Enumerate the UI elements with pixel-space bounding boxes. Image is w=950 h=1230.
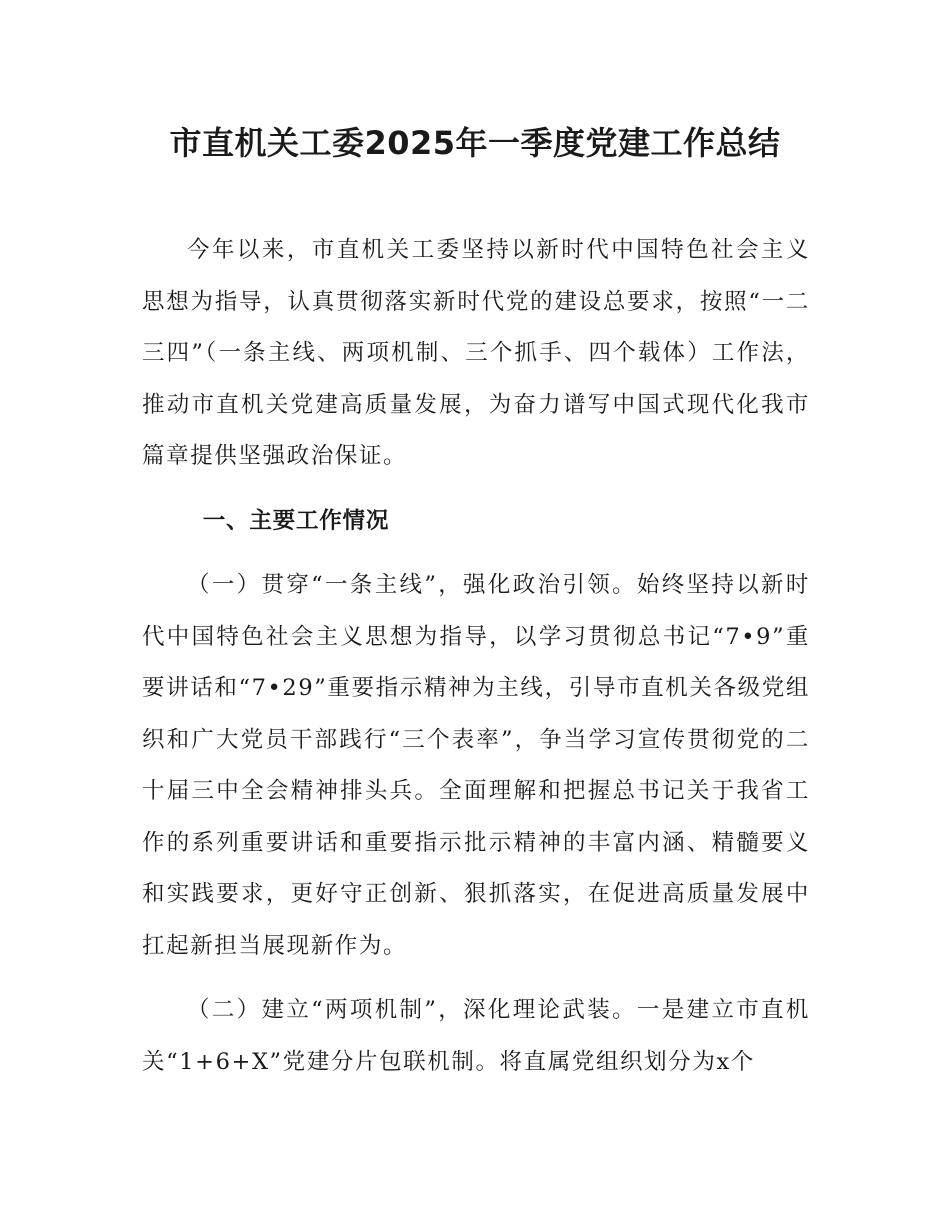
document-title: 市直机关工委2025年一季度党建工作总结 [169, 124, 781, 162]
section-heading-main-work: 一、主要工作情况 [202, 507, 390, 534]
intro-paragraph: 今年以来，市直机关工委坚持以新时代中国特色社会主义思想为指导，认真贯彻落实新时代党的建设总要求，按照“一二三四”（一条主线、两项机制、三个抓手、四个载体）工作法，推动市直机关党建高质量发展，为奋力谱写中国式现代化我市篇章提供坚强政治保证。 [142, 237, 810, 469]
paragraph-two-mechanisms: （二）建立“两项机制”，深化理论武装。一是建立市直机关“1+6+X”党建分片包联机制。将直属党组织划分为x个 [142, 997, 810, 1075]
paragraph-political-guidance: （一）贯穿“一条主线”，强化政治引领。始终坚持以新时代中国特色社会主义思想为指导，以学习贯彻总书记“7•9”重要讲话和“7•29”重要指示精神为主线，引导市直机关各级党组织和广大党员干部践行“三个表率”，争当学习宣传贯彻党的二十届三中全会精神排头兵。全面理解和把握总书记关于我省工作的系列重要讲话和重要指示批示精神的丰富内涵、精髓要义和实践要求，更好守正创新、狠抓落实，在促进高质量发展中扛起新担当展现新作为。 [142, 572, 810, 959]
document-body [142, 225, 810, 1088]
